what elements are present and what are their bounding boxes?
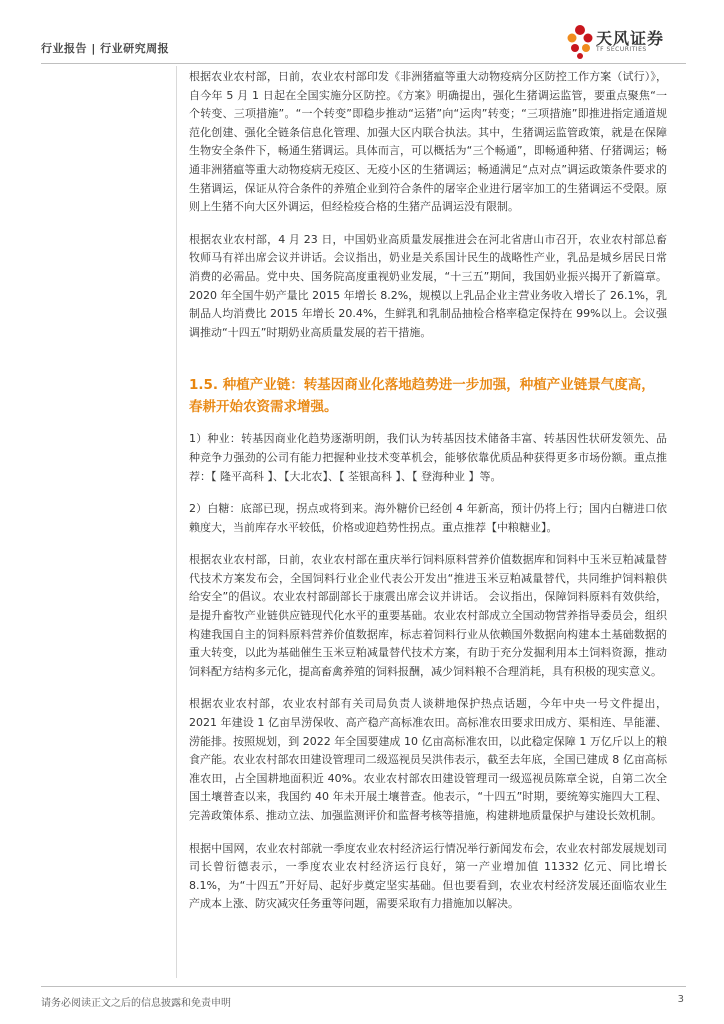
paragraph-farmland-protection: 根据农业农村部，农业农村部有关司局负责人谈耕地保护热点话题，今年中央一号文件提出，2021 年建设 1 亿亩旱涝保收、高产稳产高标准农田。高标准农田要求田成方、渠相连、旱能灌、涝能排。按照规划，到 2022 年全国要建成 10 亿亩高标准农田，以此稳定保障 1 万亿斤以上的粮食产能。农业农村部农田建设管理司二级巡视员吴洪伟表示，截至去年底，全国已建成 8 亿亩高标准农田，占全国耕地面积近 40%。农业农村部农田建设管理司一级巡视员陈章全说，自第二次全国土壤普查以来，我国约 40 年未开展土壤普查。他表示，“十四五”时期，要统筹实施四大工程、完善政策体系、推动立法、加强监测评价和监督考核等措施，构建耕地质量保护与建设长效机制。 xyxy=(189,697,667,822)
tf-securities-logo xyxy=(566,22,706,62)
paragraph-sugar: 2）白糖：底部已现，拐点或将到来。海外糖价已经创 4 年新高，预计仍将上行；国内白糖进口依赖度大，当前库存水平较低，价格或迎趋势性拐点。重点推荐【中粮糖业】。 xyxy=(189,502,667,534)
footer-disclaimer: 请务必阅读正文之后的信息披露和免责申明 xyxy=(41,998,231,1009)
page-number: 3 xyxy=(677,994,684,1005)
report-breadcrumb: 行业报告 | 行业研究周报 xyxy=(41,42,170,55)
logo-text-en: TF SECURITIES xyxy=(596,46,647,53)
paragraph-q1-agri-economy: 根据中国网，农业农村部就一季度农业农村经济运行情况举行新闻发布会，农业农村部发展规划司司长曾衍德表示，一季度农业农村经济运行良好，第一产业增加值 11332 亿元、同比增长 8.1%，为“十四五”开好局、起好步奠定坚实基础。但也要看到，农业农村经济发展还面临农业生产成本上涨、防灾减灾任务重等问题，需要采取有力措施加以解决。 xyxy=(189,841,667,911)
left-margin-divider xyxy=(176,66,177,978)
logo-text-cn: 天风证券 xyxy=(596,29,665,48)
report-body xyxy=(189,68,667,914)
footer-divider xyxy=(41,986,686,987)
logo-flower-icon xyxy=(566,22,594,62)
paragraph-pig-transport-policy: 根据农业农村部，日前，农业农村部印发《非洲猪瘟等重大动物疫病分区防控工作方案（试行）》，自今年 5 月 1 日起在全国实施分区防控。《方案》明确提出，强化生猪调运监管，要重点聚焦“一个转变、三项措施”。“一个转变”即稳步推动“运猪”向“运肉”转变；“三项措施”即推进指定通道规范化创建、强化全链条信息化管理、加强大区内联合执法。其中，生猪调运监管政策，就是在保障生物安全条件下，畅通生猪调运。具体而言，可以概括为“三个畅通”，即畅通种猪、仔猪调运；畅通非洲猪瘟等重大动物疫病无疫区、无疫小区的生猪调运；畅通满足“点对点”调运政策条件要求的生猪调运，保证从符合条件的养殖企业到符合条件的屠宰企业进行屠宰加工的生猪调运不受限。原则上生猪不向大区外调运，但经检疫合格的生猪产品调运没有限制。 xyxy=(189,70,667,214)
section-heading-planting-chain: 1.5. 种植产业链：转基因商业化落地趋势进一步加强，种植产业链景气度高，春耕开始农资需求增强。 xyxy=(189,377,655,416)
paragraph-feed-substitution: 根据农业农村部，日前，农业农村部在重庆举行饲料原料营养价值数据库和饲料中玉米豆粕减量替代技术方案发布会，全国饲料行业企业代表公开发出“推进玉米豆粕减量替代，共同维护饲料粮供给安全”的倡议。农业农村部副部长于康震出席会议并讲话。 会议指出，保障饲料原料有效供给，是提升畜牧产业链供应链现代化水平的重要基础。农业农村部成立全国动物营养指导委员会，组织构建我国自主的饲料原料营养价值数据库，标志着饲料行业从依赖国外数据向构建本土基础数据的重大转变，以此为基础催生玉米豆粕减量替代技术方案，有助于充分发掘利用本土饲料资源，推动饲料配方结构多元化，提高畜禽养殖的饲料报酬，减少饲料粮不合理消耗，具有积极的现实意义。 xyxy=(189,553,667,678)
paragraph-seed-industry: 1）种业：转基因商业化趋势逐渐明朗，我们认为转基因技术储备丰富、转基因性状研发领先、品种竞争力强劲的公司有能力把握种业技术变革机会，能够依靠优质品种获得更多市场份额。重点推荐：【 隆平高科 】、【大北农】、【 荃银高科 】、【 登海种业 】等。 xyxy=(189,432,667,483)
header-divider xyxy=(41,63,686,64)
paragraph-dairy-development: 根据农业农村部，4 月 23 日，中国奶业高质量发展推进会在河北省唐山市召开，农业农村部总畜牧师马有祥出席会议并讲话。会议指出，奶业是关系国计民生的战略性产业，乳品是城乡居民日常消费的必需品。党中央、国务院高度重视奶业发展，“十三五”期间，我国奶业振兴揭开了新篇章。2020 年全国牛奶产量比 2015 年增长 8.2%，规模以上乳品企业主营业务收入增长了 26.1%，乳制品人均消费比 2015 年增长 20.4%，生鲜乳和乳制品抽检合格率稳定保持在 99%以上。会议强调推动“十四五”时期奶业高质量发展的若干措施。 xyxy=(189,232,667,339)
